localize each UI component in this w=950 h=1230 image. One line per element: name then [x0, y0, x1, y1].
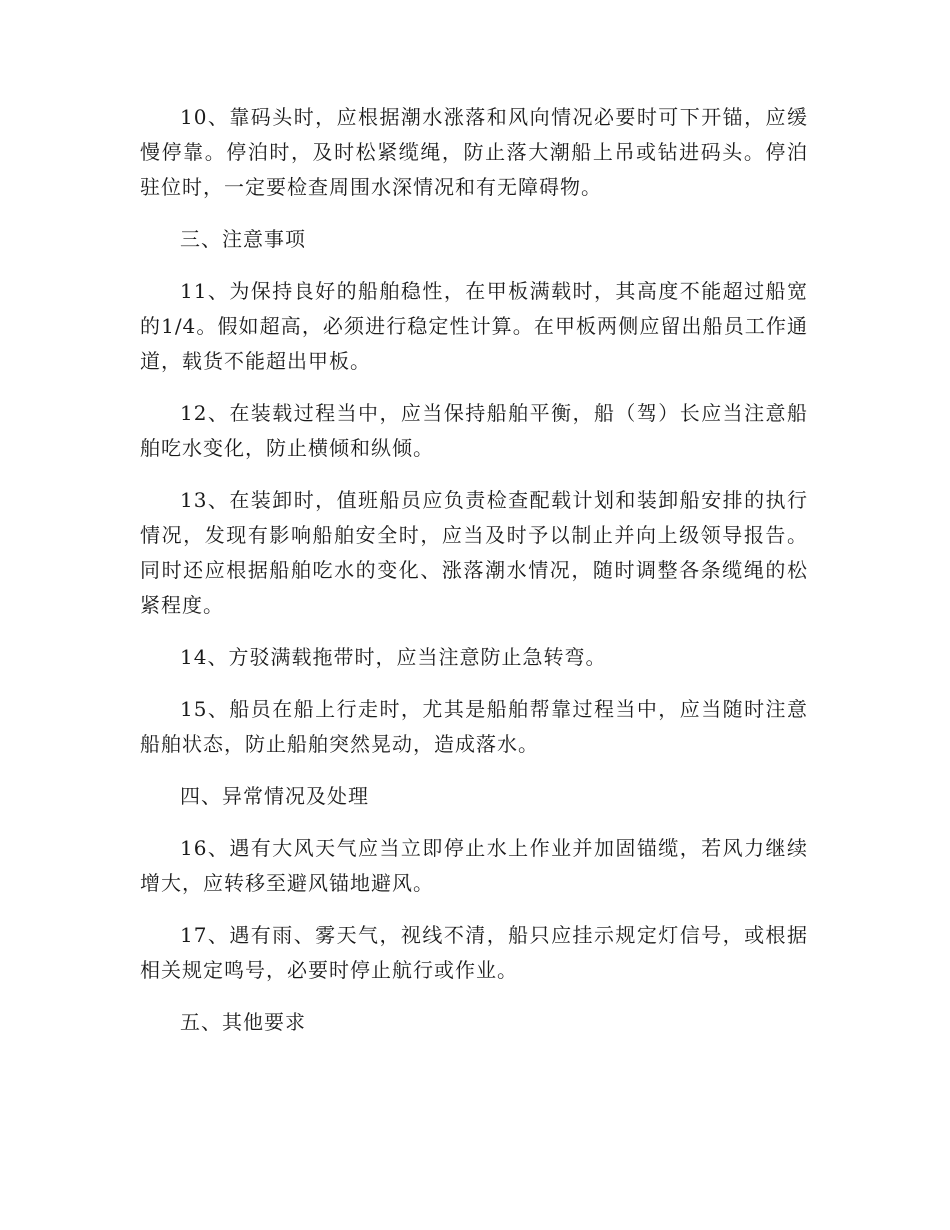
paragraph-16: 16、遇有大风天气应当立即停止水上作业并加固锚缆，若风力继续增大，应转移至避风锚地避风。: [140, 836, 808, 895]
paragraph-14: 14、方驳满载拖带时，应当注意防止急转弯。: [180, 645, 607, 669]
section-heading-3: 三、注意事项: [180, 227, 306, 251]
paragraph-11: 11、为保持良好的船舶稳性，在甲板满载时，其高度不能超过船宽的1/4。假如超高，必须进行稳定性计算。在甲板两侧应留出船员工作通道，载货不能超出甲板。: [140, 279, 808, 373]
section-heading-4: 四、异常情况及处理: [180, 784, 369, 808]
paragraph-15: 15、船员在船上行走时，尤其是船舶帮靠过程当中，应当随时注意船舶状态，防止船舶突然晃动，造成落水。: [140, 697, 808, 756]
paragraph-10: 10、靠码头时，应根据潮水涨落和风向情况必要时可下开锚，应缓慢停靠。停泊时，及时松紧缆绳，防止落大潮船上吊或钻进码头。停泊驻位时，一定要检查周围水深情况和有无障碍物。: [140, 105, 808, 199]
paragraph-13: 13、在装卸时，值班船员应负责检查配载计划和装卸船安排的执行情况，发现有影响船舶安全时，应当及时予以制止并向上级领导报告。同时还应根据船舶吃水的变化、涨落潮水情况，随时调整各条缆绳的松紧程度。: [140, 488, 808, 617]
paragraph-12: 12、在装载过程当中，应当保持船舶平衡，船（驾）长应当注意船舶吃水变化，防止横倾和纵倾。: [140, 401, 808, 460]
section-heading-5: 五、其他要求: [180, 1010, 306, 1034]
paragraph-17: 17、遇有雨、雾天气，视线不清，船只应挂示规定灯信号，或根据相关规定鸣号，必要时停止航行或作业。: [140, 923, 808, 982]
document-body: [140, 100, 808, 1040]
